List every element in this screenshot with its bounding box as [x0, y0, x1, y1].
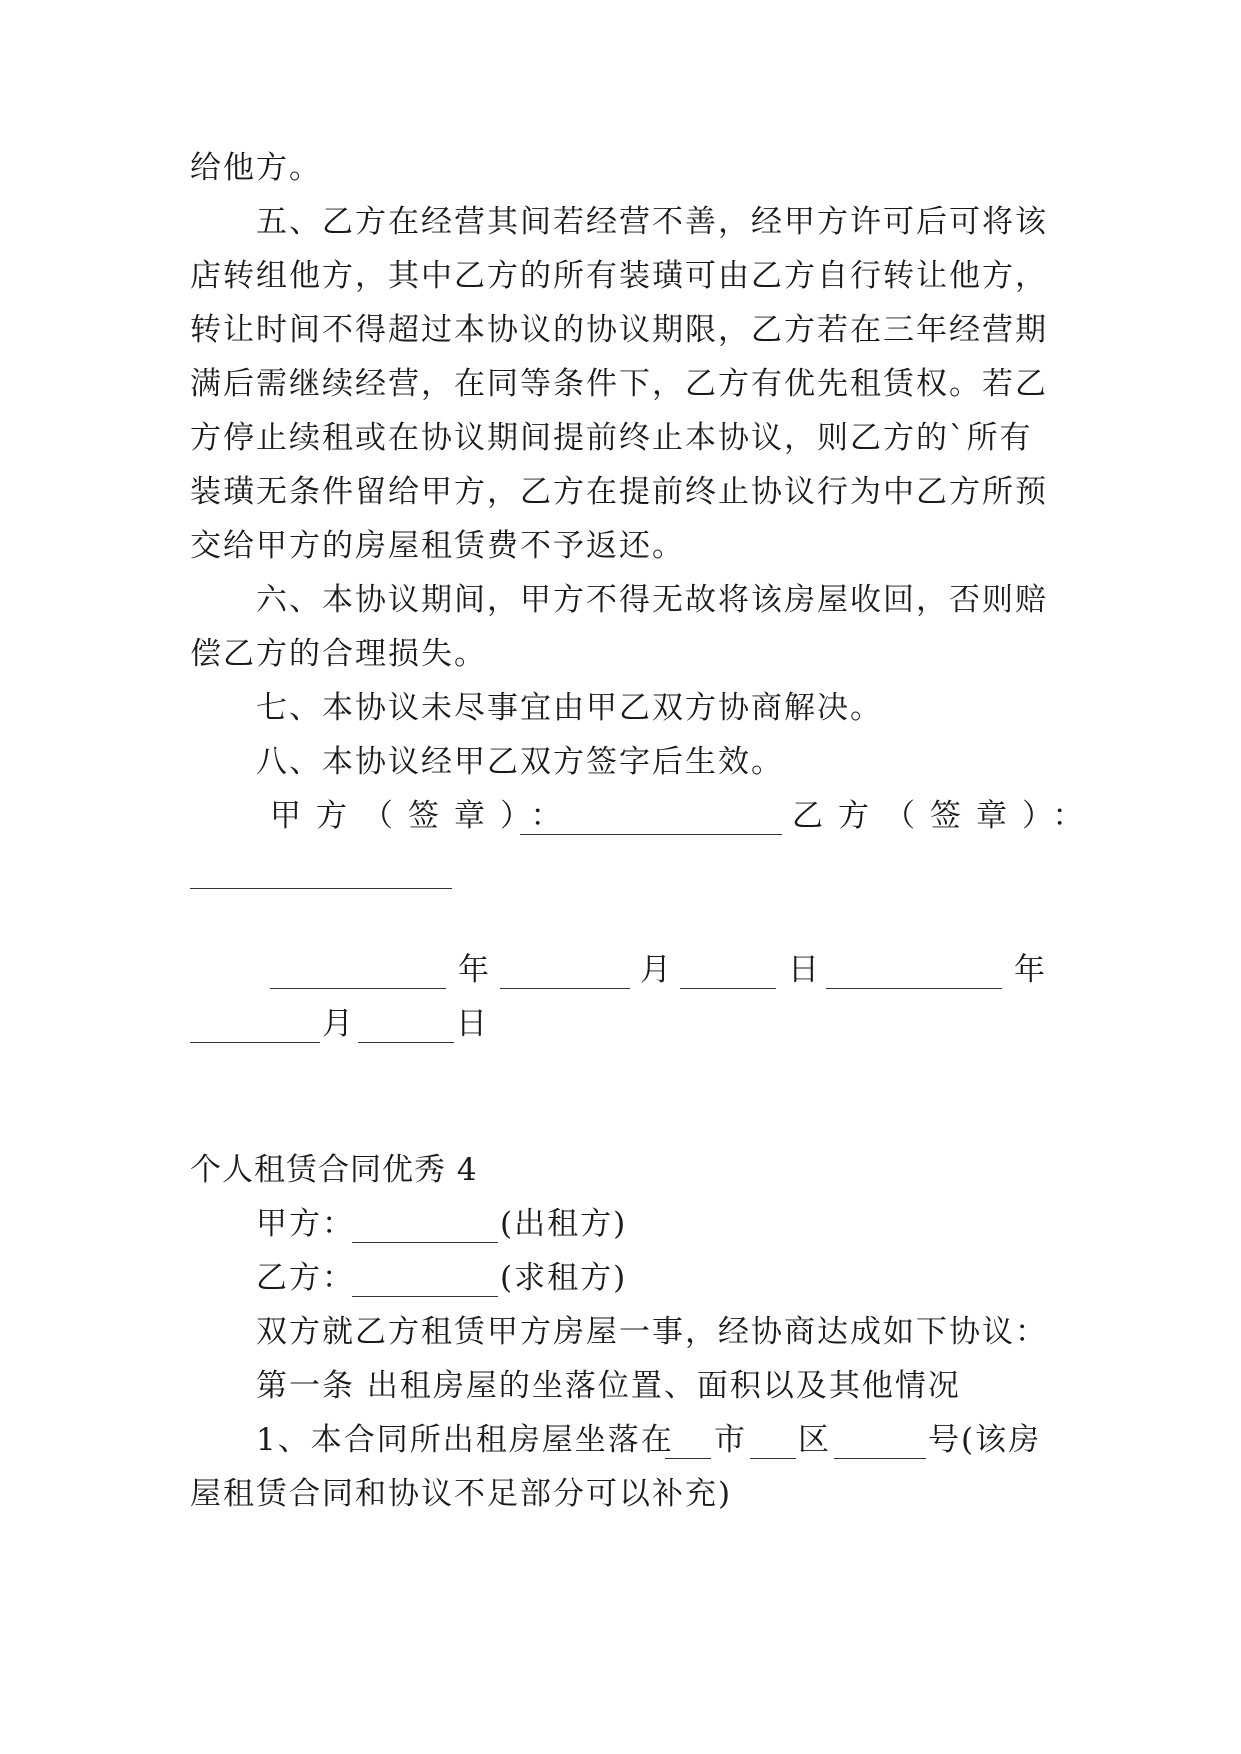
paragraph-line: 店转组他方，其中乙方的所有装璜可由乙方自行转让他方，: [190, 258, 1048, 294]
paragraph-line: 六、本协议期间，甲方不得无故将该房屋收回，否则赔: [256, 582, 1048, 618]
party-a-month-blank[interactable]: [500, 960, 630, 989]
year-label: 年: [1014, 952, 1045, 988]
paragraph-line: 交给甲方的房屋租赁费不予返还。: [190, 528, 685, 564]
district-label: 区: [798, 1422, 829, 1458]
party-a-role: (出租方): [500, 1206, 628, 1242]
intro-line: 双方就乙方租赁甲方房屋一事，经协商达成如下协议：: [256, 1314, 1048, 1350]
party-a-year-blank[interactable]: [270, 960, 446, 989]
item-prefix: 1、本合同所出租房屋坐落在: [256, 1422, 674, 1458]
city-blank[interactable]: [665, 1430, 711, 1459]
paragraph-line: 五、乙方在经营其间若经营不善，经甲方许可后可将该: [256, 204, 1048, 240]
party-b-month-blank[interactable]: [190, 1014, 320, 1043]
city-label: 市: [714, 1422, 745, 1458]
month-label: 月: [322, 1006, 353, 1042]
paragraph-line: 满后需继续经营，在同等条件下，乙方有优先租赁权。若乙: [190, 366, 1048, 402]
paragraph-line: 装璜无条件留给甲方，乙方在提前终止协议行为中乙方所预: [190, 474, 1048, 510]
paragraph-line: 方停止续租或在协议期间提前终止本协议，则乙方的`所有: [190, 420, 1033, 456]
paragraph-line: 八、本协议经甲乙双方签字后生效。: [256, 744, 784, 780]
paragraph-line: 转让时间不得超过本协议的协议期限，乙方若在三年经营期: [190, 312, 1048, 348]
district-blank[interactable]: [750, 1430, 796, 1459]
party-a-day-blank[interactable]: [680, 960, 776, 989]
party-b-signature-label: 乙方（签章）：: [792, 798, 1099, 834]
year-label: 年: [458, 952, 489, 988]
party-b-year-blank[interactable]: [826, 960, 1002, 989]
party-a-signature-blank[interactable]: [520, 806, 782, 835]
party-b-label: 乙方：: [256, 1260, 355, 1296]
party-b-role: (求租方): [500, 1260, 628, 1296]
paragraph-line: 给他方。: [190, 150, 322, 186]
day-label: 日: [788, 952, 819, 988]
item-suffix: 号(该房: [928, 1422, 1042, 1458]
party-b-day-blank[interactable]: [358, 1014, 454, 1043]
month-label: 月: [640, 952, 671, 988]
item-continuation: 屋租赁合同和协议不足部分可以补充): [190, 1476, 733, 1512]
party-b-signature-blank[interactable]: [190, 860, 452, 889]
party-a-label: 甲方：: [256, 1206, 355, 1242]
number-blank[interactable]: [834, 1430, 926, 1459]
paragraph-line: 七、本协议未尽事宜由甲乙双方协商解决。: [256, 690, 883, 726]
article-heading: 第一条 出租房屋的坐落位置、面积以及其他情况: [256, 1368, 961, 1404]
party-a-signature-label: 甲方（签章）：: [270, 798, 577, 834]
section-title: 个人租赁合同优秀 4: [190, 1152, 478, 1188]
paragraph-line: 偿乙方的合理损失。: [190, 636, 487, 672]
day-label: 日: [456, 1006, 487, 1042]
party-a-name-blank[interactable]: [352, 1214, 498, 1243]
party-b-name-blank[interactable]: [352, 1268, 498, 1297]
